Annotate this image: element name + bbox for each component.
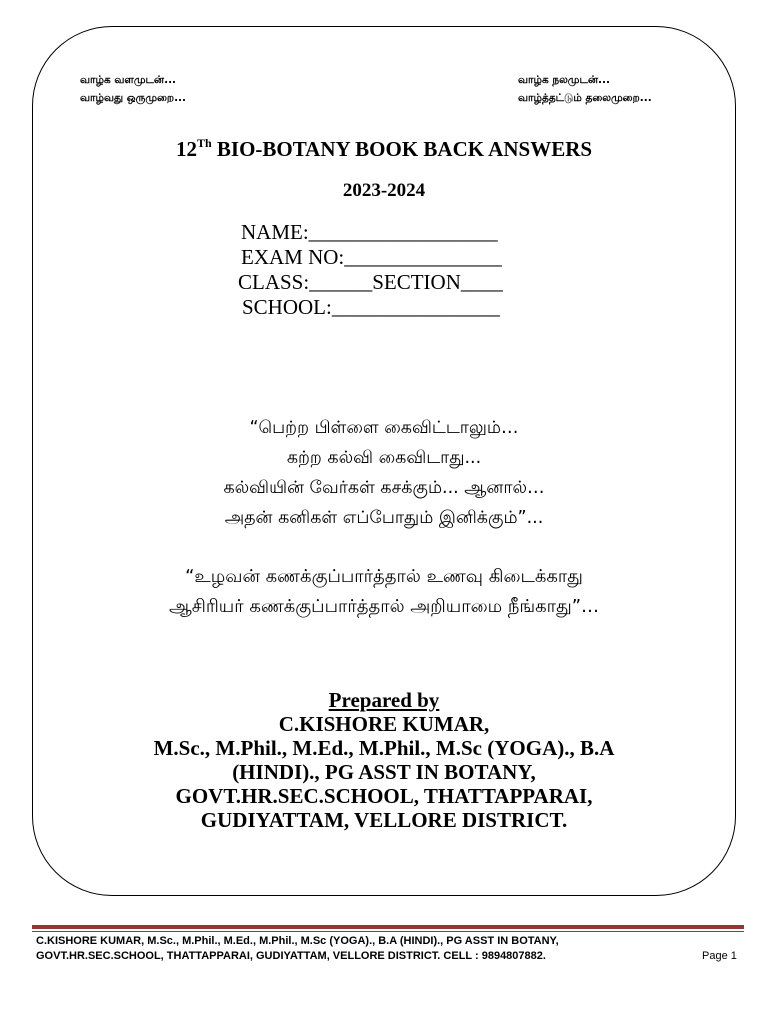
class-section-field: CLASS:______SECTION____ bbox=[238, 270, 503, 294]
author-location: GUDIYATTAM, VELLORE DISTRICT. bbox=[200, 808, 568, 832]
exam-no-field: EXAM NO:_______________ bbox=[241, 245, 502, 269]
blessing-right-line2: வாழ்த்தட்டும் தலைமுறை... bbox=[518, 92, 652, 104]
school-field: SCHOOL:________________ bbox=[242, 295, 500, 319]
blessing-left bbox=[80, 71, 186, 107]
title-grade-suffix: Th bbox=[196, 136, 212, 150]
blessing-left-line2: வாழ்வது ஒருமுறை... bbox=[80, 92, 187, 104]
tamil-quote-education bbox=[0, 413, 768, 533]
name-field: NAME:__________________ bbox=[241, 220, 498, 244]
quote1-line2: கற்ற கல்வி கைவிடாது... bbox=[286, 448, 482, 468]
student-fields bbox=[230, 220, 550, 320]
quote1-line4: அதன் கனிகள் எப்போதும் இனிக்கும்”... bbox=[224, 508, 544, 528]
document-title bbox=[0, 136, 768, 162]
tamil-quote-teacher bbox=[0, 562, 768, 622]
prepared-by-block bbox=[0, 688, 768, 832]
academic-year: 2023-2024 bbox=[342, 180, 426, 201]
footer-rule-thick bbox=[32, 925, 744, 929]
author-qualifications: M.Sc., M.Phil., M.Ed., M.Phil., M.Sc (YOGA)., B.A bbox=[153, 736, 615, 760]
page-footer bbox=[36, 934, 736, 964]
author-designation: (HINDI)., PG ASST IN BOTANY, bbox=[232, 760, 536, 784]
author-name: C.KISHORE KUMAR, bbox=[278, 712, 490, 736]
title-text: BIO-BOTANY BOOK BACK ANSWERS bbox=[211, 137, 593, 161]
blessing-left-line1: வாழ்க வளமுடன்... bbox=[80, 74, 177, 86]
quote2-line2: ஆசிரியர் கணக்குப்பார்த்தால் அறியாமை நீங்காது”… bbox=[168, 596, 600, 617]
quote1-line3: கல்வியின் வேர்கள் கசக்கும்... ஆனால்… bbox=[223, 478, 545, 498]
blessing-right bbox=[518, 71, 652, 107]
quote2-line1: “உழவன் கணக்குப்பார்த்தால் உணவு கிடைக்காது bbox=[185, 566, 583, 587]
footer-line1: C.KISHORE KUMAR, M.Sc., M.Phil., M.Ed., M.Phil., M.Sc (YOGA)., B.A (HINDI)., PG ASST IN BOTANY, bbox=[36, 935, 559, 947]
blessing-right-line1: வாழ்க நலமுடன்... bbox=[518, 74, 610, 86]
footer-rule-thin bbox=[32, 931, 744, 932]
prepared-by-heading: Prepared by bbox=[328, 688, 440, 712]
title-grade: 12 bbox=[175, 137, 197, 161]
quote1-line1: “பெற்ற பிள்ளை கைவிட்டாலும்… bbox=[249, 418, 519, 438]
page-number: Page 1 bbox=[702, 950, 737, 962]
author-school: GOVT.HR.SEC.SCHOOL, THATTAPPARAI, bbox=[175, 784, 593, 808]
footer-line2: GOVT.HR.SEC.SCHOOL, THATTAPPARAI, GUDIYATTAM, VELLORE DISTRICT. CELL : 9894807882. bbox=[36, 950, 546, 962]
